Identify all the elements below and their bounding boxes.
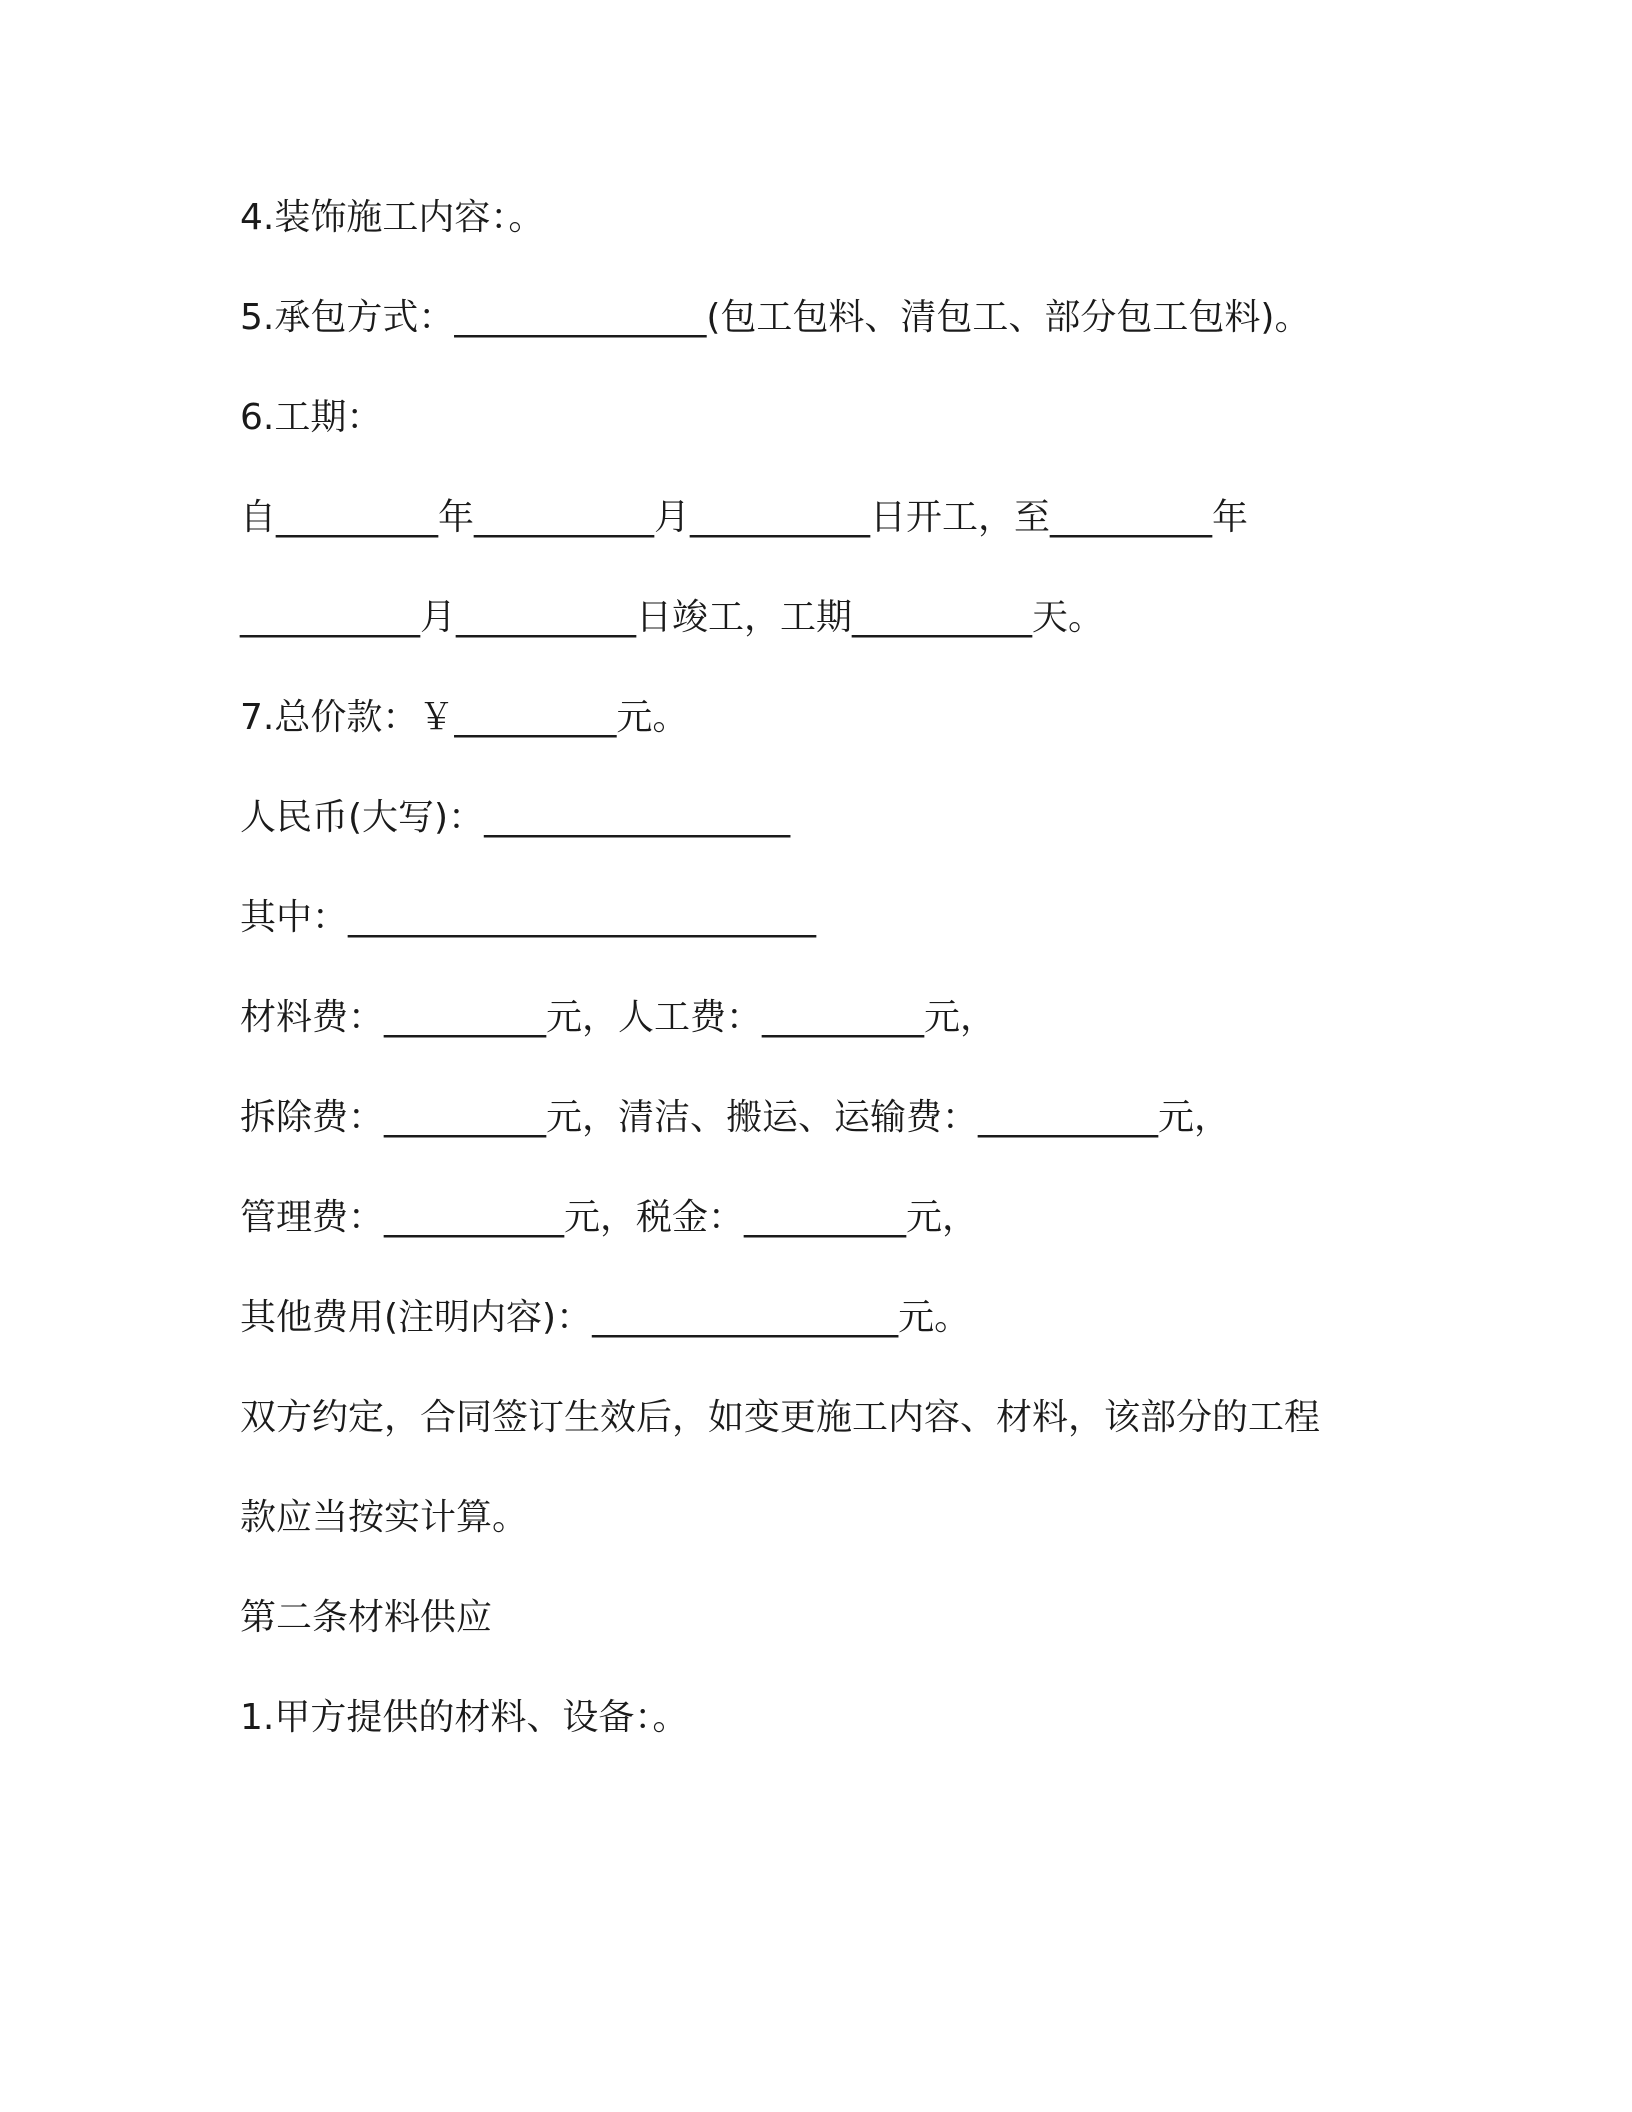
clause-7-total-price: 7.总价款：￥_________元。 (240, 697, 689, 738)
duration-end-line: __________月__________日竣工，工期__________天。 (240, 597, 1105, 638)
article-2-heading: 第二条材料供应 (240, 1597, 493, 1638)
material-labor-fee-line: 材料费：_________元，人工费：_________元， (240, 997, 997, 1038)
clause-5-contract-method: 5.承包方式：______________(包工包料、清包工、部分包工包料)。 (240, 297, 1311, 338)
other-fees-line: 其他费用(注明内容)：_________________元。 (240, 1297, 971, 1338)
duration-start-line: 自_________年__________月__________日开工，至_________年 (240, 497, 1249, 538)
management-tax-fee-line: 管理费：__________元，税金：_________元， (240, 1197, 979, 1238)
demolition-cleaning-fee-line: 拆除费：_________元，清洁、搬运、运输费：__________元， (240, 1097, 1231, 1138)
clause-6-duration-heading: 6.工期： (240, 397, 383, 438)
clause-4-decoration-content: 4.装饰施工内容：。 (240, 197, 545, 238)
amount-in-words-line: 人民币(大写)：_________________ (240, 797, 791, 838)
party-a-materials-line: 1.甲方提供的材料、设备：。 (240, 1697, 689, 1738)
breakdown-heading-line: 其中：__________________________ (240, 897, 817, 938)
agreement-paragraph-line-1: 双方约定，合同签订生效后，如变更施工内容、材料，该部分的工程 (240, 1397, 1321, 1438)
agreement-paragraph-line-2: 款应当按实计算。 (240, 1497, 529, 1538)
